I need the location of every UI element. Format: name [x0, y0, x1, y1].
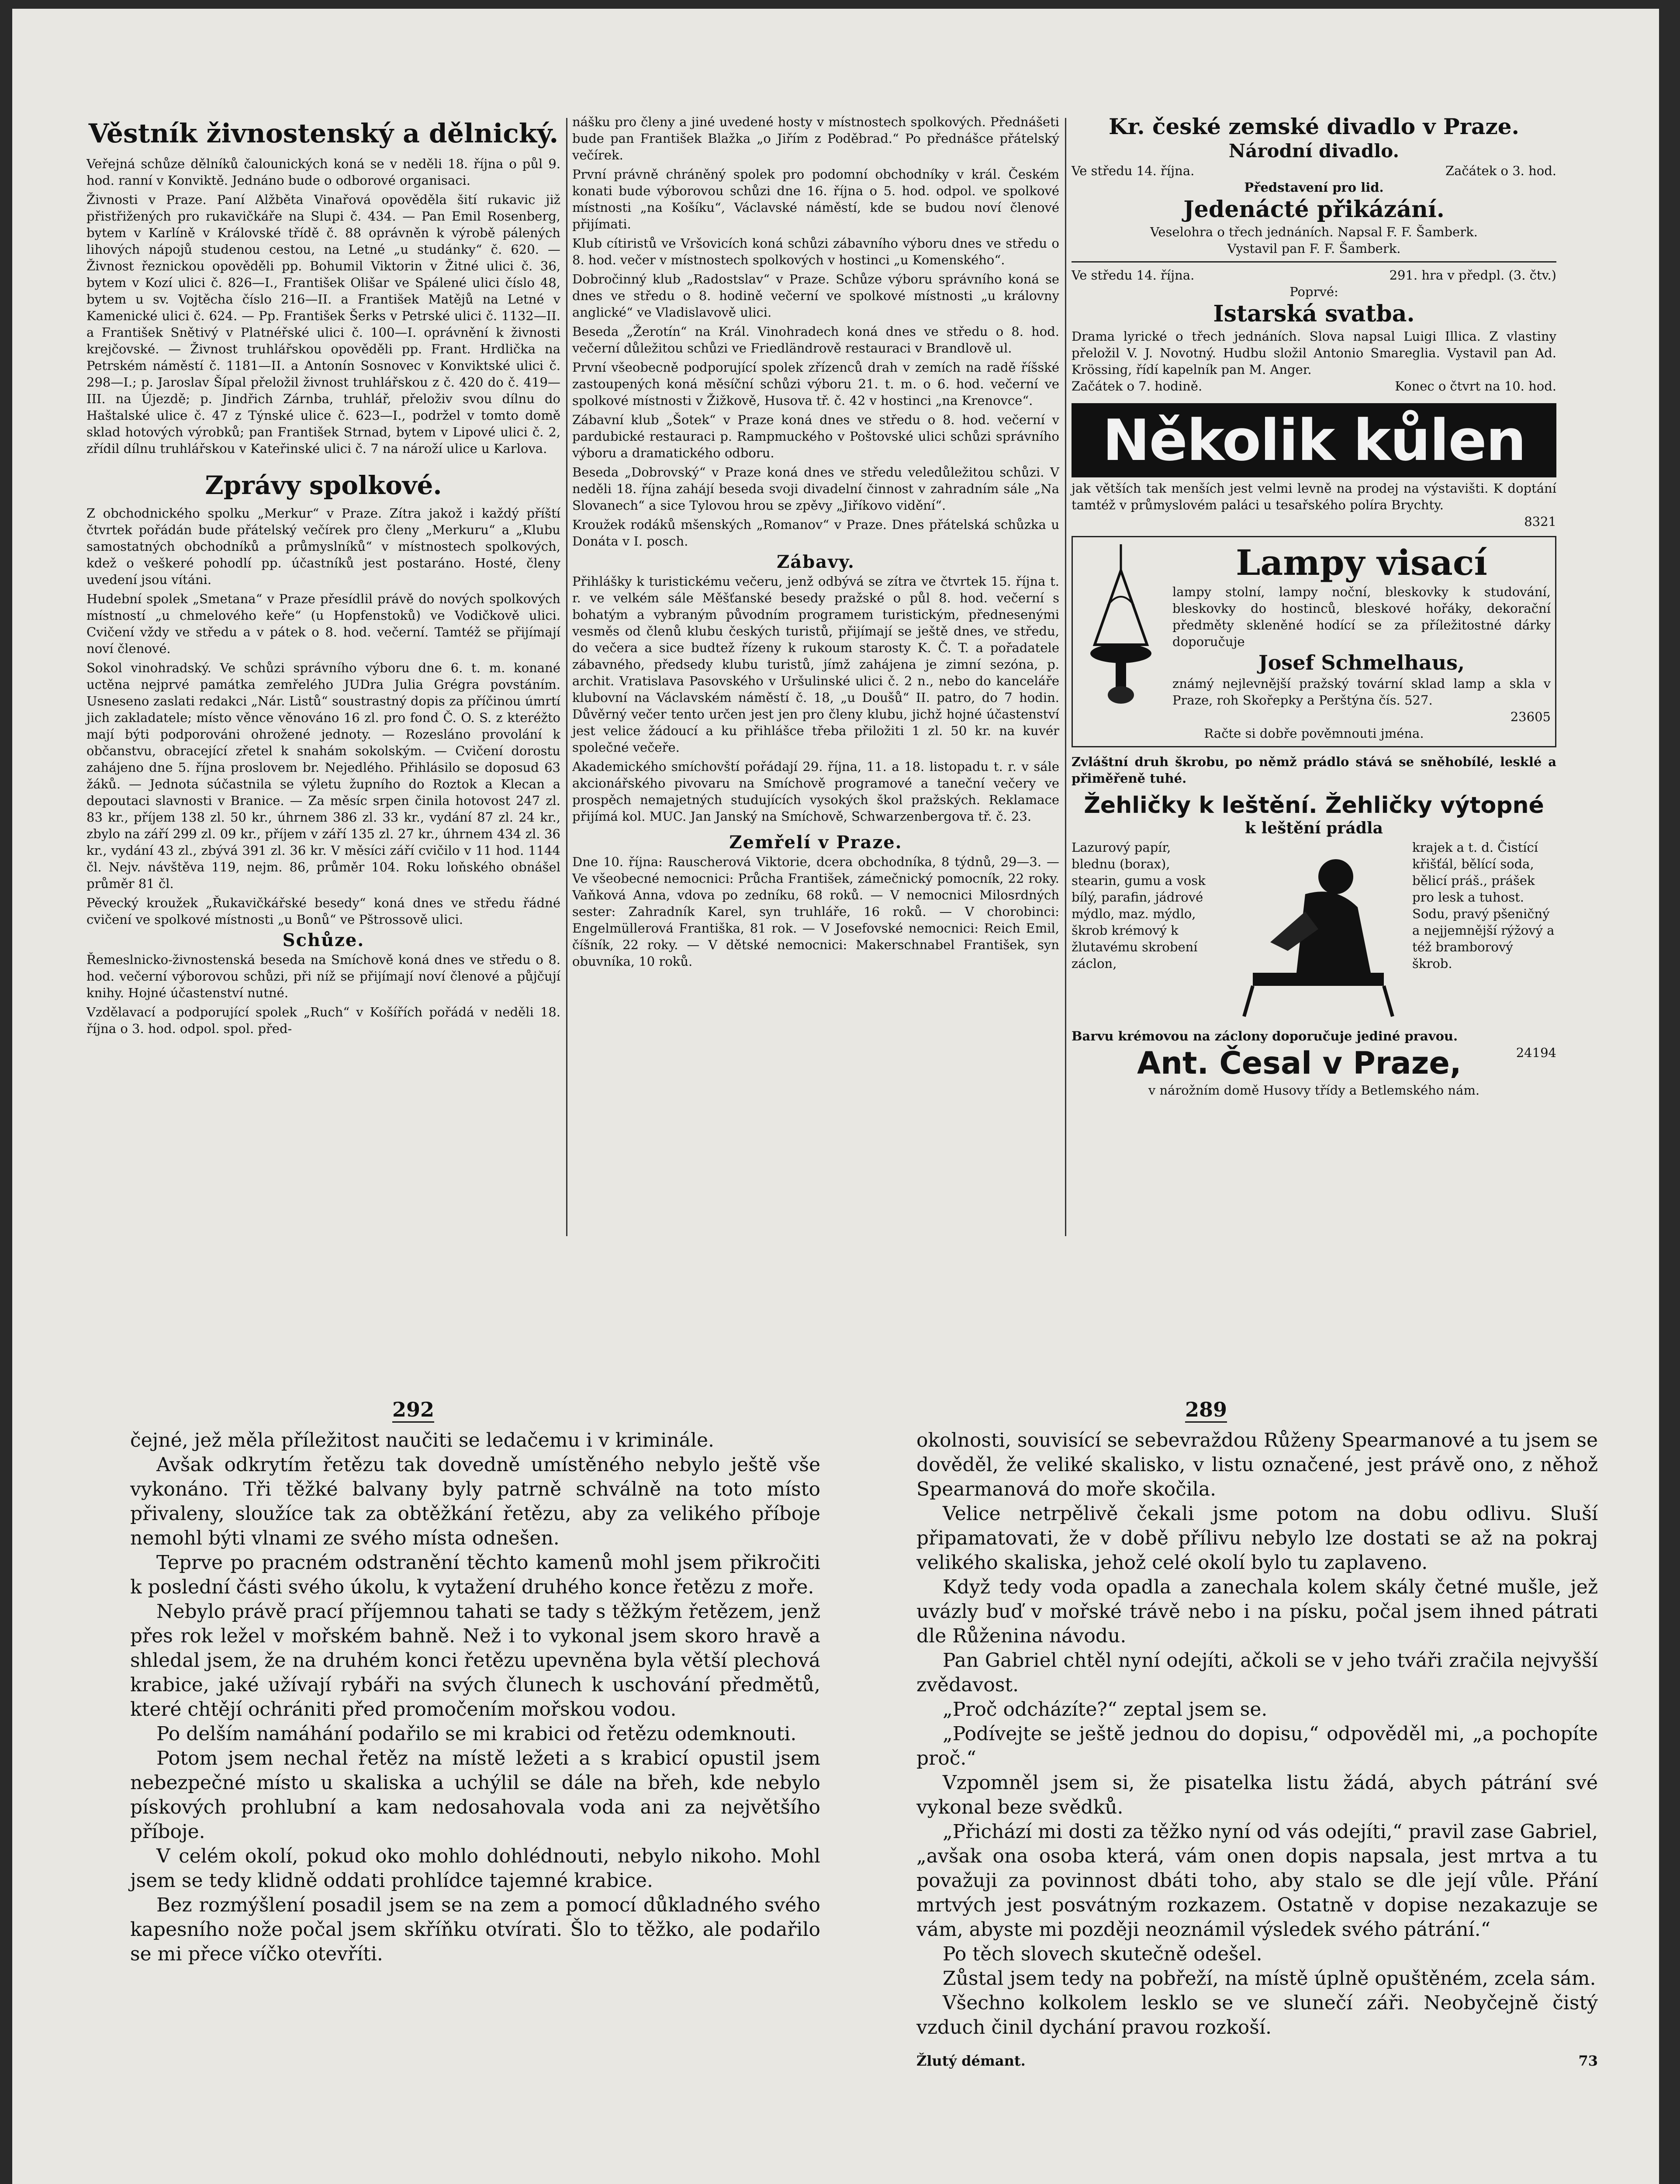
laundry-woman-icon: [1227, 842, 1401, 1025]
story-right-p10: Zůstal jsem tedy na pobřeží, na místě úplně opuštěném, zcela sám.: [943, 1967, 1596, 1990]
notice-ruch: Vzdělavací a podporující spolek „Ruch“ v Košířích pořádá v neděli 18. října o 3. hod. odpol. spol. před-: [86, 1005, 560, 1036]
notice-choir: Pěvecký kroužek „Řukavičkářské besedy“ koná dnes ve středu řádné cvičení ve spolkové místnosti „u Bonů“ ve Pštrossově ulici.: [86, 895, 560, 927]
notice-merkur: Z obchodnického spolku „Merkur“ v Praze. Zítra jakož i každý příští čtvrtek pořádán bude přátelský večírek pro členy „Merkuru“ a „Klubu samostatných obchodníků a průmyslníků“ v místnostech spolkových, kdež o veškeré pohodlí pp. účastníků jest postaráno. Hosté, členy uvedení jsou vítáni.: [86, 506, 560, 587]
page-number-right: 289: [1185, 1398, 1227, 1423]
show2-date-row: [1072, 267, 1556, 283]
page-number-left: 292: [392, 1398, 434, 1423]
show2-end: Konec o čtvrt na 10. hod.: [1395, 379, 1556, 394]
notice-academics: Akademického smíchovští pořádají 29. října, 11. a 18. listopadu t. r. v sále akcionářského pivovaru na Smíchově programové a taneční večery ve prospěch nemajetných studujících vysokých škol pražských. Reklamace přijímá kol. MUC. Jan Janský na Smíchově, Schwarzenbergova tř. č. 23.: [572, 759, 1059, 824]
story-right-p2: Velice netrpělivě čekali jsme potom na dobu odlivu. Sluší připamatovati, že v době přílivu nebylo lze dostati se až na pokraj velikého skaliska, jehož celé okolí bylo tu zaplaveno.: [916, 1503, 1598, 1574]
ad-starch-top: Zvláštní druh škrobu, po němž prádlo stává se sněhobílé, lesklé a přiměřeně tuhé.: [1072, 754, 1556, 786]
heading-deaths: Zemřelí v Praze.: [729, 832, 902, 853]
column-3: [1072, 114, 1556, 1099]
notice-lecture: nášku pro členy a jiné uvedené hosty v místnostech spolkových. Přednášeti bude pan František Blažka „o Jiřím z Poděbrad.“ Po přednášce přátelský večírek.: [572, 114, 1059, 162]
story-right-footer: [916, 2049, 1598, 2073]
hanging-lamp-icon: [1077, 544, 1165, 710]
story-right-p5: „Proč odcházíte?“ zeptal jsem se.: [943, 1698, 1268, 1721]
ad-irons-heading: Žehličky k leštění. Žehličky výtopné: [1084, 792, 1544, 819]
show2-title: Istarská svatba.: [1213, 301, 1415, 327]
story-right-p1: okolnosti, souvisící se sebevraždou Růženy Spearmanové a tu jsem se dověděl, že veliké skalisko, v listu označené, jest právě ono, z něhož Spearmanová do moře skočila.: [916, 1429, 1598, 1500]
ad-lamps: [1072, 536, 1556, 747]
theatre-heading: Kr. české zemské divadlo v Praze.: [1109, 114, 1519, 139]
story-left-p8: Bez rozmýšlení posadil jsem se na zem a pomocí důkladného svého kapesního nože počal jsem skříňku otvírati. Šlo to těžko, ale podařilo se mi přece víčko otevříti.: [130, 1894, 820, 1965]
story-left-p6: Potom jsem nechal řetěz na místě ležeti a s krabicí opustil jsem nebezpečné místo u skaliska a uchýlil se dále na břeh, kde nebylo pískových prohlubní a kam nedosahovala voda ani za největšího příboje.: [130, 1747, 820, 1843]
story-left-p3: Teprve po pracném odstranění těchto kamenů mohl jsem přikročiti k poslední části svého úkolu, k vytažení druhého konce řetězu z moře.: [130, 1552, 820, 1598]
story-right-page: [916, 1428, 1598, 2073]
ad-sheds-banner: Několik kůlen: [1072, 403, 1556, 477]
show1-type: Představení pro lid.: [1244, 180, 1384, 195]
show1-start: Začátek o 3. hod.: [1445, 163, 1556, 178]
heading-club-news: Zprávy spolkové.: [205, 470, 442, 500]
ad-starch-line: Barvu krémovou na záclony doporučuje jediné pravou.: [1072, 1029, 1458, 1044]
notice-sotek: Zábavní klub „Šotek“ v Praze koná dnes ve středu o 8. hod. večerní v pardubické restauraci p. Rampmuckého v Poštovské ulici schůzi správního výboru a dramatického odboru.: [572, 412, 1059, 460]
ad-starch-address: v nárožním domě Husovy třídy a Betlemského nám.: [1148, 1083, 1480, 1098]
notice-trades-prague: Živnosti v Praze. Paní Alžběta Vinařová opověděla šití rukavic již přistřižených pro rukavičkáře na Slupi č. 434. — Pan Emil Rosenberg, bytem v Karlíně v Královské třídě č. 88 oprávněn k výrobě pálených lihových nápojů studenou cestou, na Letné „u studánky“ č. 620. — Živnost řeznickou opověděli pp. Bohumil Viktorin v Žitné ulici č. 36, bytem v Kozí ulici č. 826—I., František Olišar ve Spálené ulici číslo 48, bytem u sv. Vojtěcha číslo 216—II. a František Matějů na Letné v Kamenické ulici č. 624. — Pp. František Šerks v Petrské ulici č. 1132—II. a František Snětivý v Platnéřské ulici č. 100—I. oprávnění k živnosti krejčovské. — Živnost truhlářskou opověděli pp. Frant. Hrdlička na Petrském náměstí č. 1181—II. a Antonín Sosnovec v Konviktské ulici č. 298—I.; p. Jaroslav Šípal přeložil živnost truhlářskou z č. 420 do č. 419—III. na Újezdě; p. Jindřich Zárnba, truhlář, přeloživ svou dílnu do Haštalské ulice č. 47 z Týnské ulice č. 623—I., podržel v tomto domě sklad hotových výrobků; pan František Strnad, bytem v Lipové ulici č. 2, zřídil dílnu truhlářskou v Kateřinské ulici č. 7 na nároží ulice u Karlova.: [86, 192, 560, 456]
ad-sheds-text: jak větších tak menších jest velmi levně na prodej na výstavišti. K doptání tamtéž v průmyslovém paláci u tesařského políra Brychty.: [1072, 481, 1556, 512]
ad-lamps-number: 23605: [1510, 709, 1551, 724]
show1-date: Ve středu 14. října.: [1072, 163, 1195, 178]
ad-starch-name-row: [1072, 1044, 1556, 1082]
show1-date-row: [1072, 162, 1556, 179]
story-right-p9: Po těch slovech skutečně odešel.: [943, 1943, 1262, 1965]
column-divider-1: [566, 118, 567, 1236]
ad-sheds-number: 8321: [1524, 514, 1556, 529]
heading-entertainment: Zábavy.: [777, 552, 855, 572]
notice-railway-workers: První všeobecně podporující spolek zřízenců drah v zemích na radě říšské zastoupených koná měsíční schůzi výboru 21. t. m. o 6. hod. večerní ve spolkové místnosti v Žižkově, Husova tř. č. 42 v hostinci „na Krenovce“.: [572, 360, 1059, 408]
heading-meetings: Schůze.: [282, 930, 365, 950]
story-left-p2: Avšak odkrytím řetězu tak dovedně umístěného nebylo ještě vše vykonáno. Tři těžké balvany byly patrně schválně na toto místo přivaleny, sloužíce tak za obtěžkání řetězu, aby za velikého příboje nemohl býti vlnami ze svého místa odnešen.: [130, 1454, 820, 1549]
notice-dobrovsky: Beseda „Dobrovský“ v Praze koná dnes ve středu veledůležitou schůzi. V neděli 18. října zahájí beseda svoji divadelní činnost v zahradním sále „Na Slovanech“ a sice Tylovou hrou se zpěvy „Jiříkovo vidění“.: [572, 465, 1059, 513]
show2-times-row: [1072, 378, 1556, 394]
notice-romanov: Kroužek rodáků mšenských „Romanov“ v Praze. Dnes přátelská schůzka u Donáta v I. posch.: [572, 517, 1059, 549]
notice-peddlers: První právně chráněný spolek pro podomní obchodníky v král. Českém konati bude výborovou schůzi dne 16. října o 5. hod. odpol. ve spolkové místnosti „na Košíku“, Václavské náměstí, kde se budou noví členové přijímati.: [572, 167, 1059, 232]
ad-lamps-company: Josef Schmelhaus,: [1258, 651, 1465, 674]
theatre-subheading: Národní divadlo.: [1228, 140, 1400, 162]
show2-label: Poprvé:: [1289, 284, 1338, 299]
column-2: [572, 114, 1059, 970]
notice-smichov-beseda: Řemeslnicko-živnostenská beseda na Smíchově koná dnes ve středu o 8. hod. večerní výborovou schůzi, při níž se přijímají noví členové a půjčují knihy. Hojné účastenství nutné.: [86, 952, 560, 1000]
notice-deaths-list: Dne 10. října: Rauscherová Viktorie, dcera obchodníka, 8 týdnů, 29—3. — Ve všeobecné nemocnici: Průcha František, zámečnický pomocník, 22 roky. Vaňková Anna, vdova po zedníku, 68 roků. — V nemocnici Milosrdných sester: Zahradník Karel, syn truhláře, 16 roků. — V chorobinci: Engelmüllerová Františka, 81 rok. — V Josefovské nemocnici: Reich Emil, číšník, 22 roky. — V dětské nemocnici: Makerschnabel František, syn obuvníka, 10 roků.: [572, 854, 1059, 969]
show2-info: 291. hra v předpl. (3. čtv.): [1389, 268, 1556, 283]
story-right-p4: Pan Gabriel chtěl nyní odejíti, ačkoli se v jeho tváři zračila nejvyšší zvědavost.: [916, 1649, 1598, 1696]
show2-date: Ve středu 14. října.: [1072, 268, 1195, 283]
notice-radostslav: Dobročinný klub „Radostslav“ v Praze. Schůze výboru správního koná se dnes ve středu o 8. hodině večerní ve spolkové místnosti „u královny anglické“ ve Vladislavově ulici.: [572, 272, 1059, 320]
ad-starch-body: [1072, 839, 1556, 1028]
show2-desc: Drama lyrické o třech jednáních. Slova napsal Luigi Illica. Z vlastiny přeložil V. J. Novotný. Hudbu složil Antonio Smareglia. Vystavil pan Ad. Krössing, řídí kapelník pan M. Anger.: [1072, 329, 1556, 377]
story-right-p8: „Přichází mi dosti za těžko nyní od vás odejíti,“ pravil zase Gabriel, „avšak ona osoba která, vám onen dopis napsala, jest mrtva a tu považuji za povinnost dbáti toho, aby stalo se dle její vůle. Přání mrtvých jest posvátným rozkazem. Ostatně v dopise nezakazuje se vám, abyste mi později neoznámil výsledek svého pátrání.“: [916, 1821, 1598, 1941]
column-divider-2: [1065, 118, 1066, 1236]
show2-start: Začátek o 7. hodině.: [1072, 379, 1203, 394]
story-footer-number: 73: [1578, 2053, 1598, 2069]
show1-desc1: Veselohra o třech jednáních. Napsal F. F. Šamberk.: [1150, 225, 1478, 239]
ad-lamps-heading: Lampy visací: [1236, 542, 1487, 583]
ad-irons-subheading: k leštění prádla: [1245, 819, 1383, 837]
notice-upholsterers: Veřejná schůze dělníků čalounických koná se v neděli 18. října o půl 9. hod. ranní v Konviktě. Jednáno bude o odborové organisaci.: [86, 156, 560, 188]
show1-title: Jedenácté přikázání.: [1183, 196, 1445, 223]
theatre-divider: [1072, 261, 1556, 263]
column-1: [86, 109, 560, 1037]
notice-smetana: Hudební spolek „Smetana“ v Praze přesídlil právě do nových spolkových místností „u chmelového keře“ (u Hopfenstoků) ve Vodičkově ulici. Cvičení vždy ve středu a v pátek o 8. hod. večerní. Tamtéž se přijímají noví členové.: [86, 591, 560, 656]
story-footer-title: Žlutý démant.: [916, 2053, 1026, 2069]
notice-sokol: Sokol vinohradský. Ve schůzi správního výboru dne 6. t. m. konané uctěna nejprvé památka zemřelého JUDra Julia Grégra povstáním. Usneseno zaslati redakci „Nár. Listů“ soustrastný dopis za příčinou úmrtí jich zakladatele; místo věnce věnováno 16 zl. pro fond Č. O. S. z kteréžto mají býti podporováni ohrožené jednoty. — Rozesláno provolání k občanstvu, obracející zřetel k snahám sokolským. — Cvičení dorostu zahájeno dne 5. října proslovem br. Nejedlého. Přihlásilo se doposud 63 žáků. — Jednota súčastnila se výletu župního do Roztok a Klecan a depoutaci slavnosti v Branice. — Za měsíc srpen činila hotovost 247 zl. 83 kr., příjem 138 zl. 50 kr., úhrnem 386 zl. 33 kr., vydání 87 zl. 24 kr., zbylo na září 299 zl. 09 kr., příjem v září 135 zl. 27 kr., úhrnem 434 zl. 36 kr., vydání 43 zl., zbývá 391 zl. 36 kr. V měsíci září cvičilo v 11 hod. 1144 čl. Nejv. návštěva 119, nejm. 86, průměr 104. Roku loňského obnášel průměr 81 čl.: [86, 660, 560, 891]
ad-lamps-address: známý nejlevnější pražský tovární sklad lamp a skla v Praze, roh Skořepky a Perštýna čís. 527.: [1172, 676, 1551, 708]
story-left-p7: V celém okolí, pokud oko mohlo dohlédnouti, nebylo nikoho. Mohl jsem se tedy klidně oddati prohlídce tajemné krabice.: [130, 1845, 820, 1892]
newspaper-page: [12, 9, 1659, 2184]
ad-starch-right: krajek a t. d. Čistící křišťál, bělící soda, bělicí práš., prášek pro lesk a tuhost. Sodu, pravý pšeničný a nejjemnější rýžový a též bramborový škrob.: [1412, 840, 1555, 971]
ad-starch-left: Lazurový papír, blednu (borax), stearin, gumu a vosk bílý, parafin, jádrové mýdlo, maz. mýdlo, škrob krémový k žlutavému skrobení záclon,: [1072, 840, 1206, 971]
story-left-p1: čejné, jež měla příležitost naučiti se ledačemu i v kriminále.: [130, 1429, 714, 1451]
ad-lamps-note: Račte si dobře pověmnouti jména.: [1204, 726, 1424, 741]
show1-desc2: Vystavil pan F. F. Šamberk.: [1227, 241, 1401, 256]
notice-zerotin: Beseda „Žerotín“ na Král. Vinohradech koná dnes ve středu o 8. hod. večerní důležitou schůzi ve Friedländrově restauraci v Brandlově ul.: [572, 324, 1059, 356]
story-left-page: [130, 1428, 820, 1966]
notice-tourist-evening: Přihlášky k turistickému večeru, jenž odbývá se zítra ve čtvrtek 15. října t. r. ve velkém sále Měšťanské besedy pražské o půl 8. hod. večerní s bohatým a vybraným původním programem turistickým, přednesenými vesměs od členů klubu českých turistů, přijímají se ještě dnes, ve středu, do večera a sice budtež řízeny k rukoum starosty K. Č. T. a pořadatele zábavného, předsedy klubu turistů, jímž zahájena je zimní sezóna, p. archit. Vratislava Pasovského v Uršulinské ulici č. 2 n., nebo do kanceláře klubovní na Václavském náměstí č. 18, „u Doušů“ II. patro, do 7 hodin. Důvěrný večer tento určen jest jen pro členy klubu, jichž hojné účastenství jest velice žádoucí a ku přihlášce třeba přiložiti 1 zl. 50 kr. na kuvér společné večeře.: [572, 574, 1059, 755]
ad-starch-company: Ant. Česal v Praze,: [1137, 1045, 1462, 1081]
ad-starch-number: 24194: [1516, 1045, 1556, 1060]
story-right-p3: Když tedy voda opadla a zanechala kolem skály četné mušle, jež uvázly buď v mořské trávě nebo i na písku, počal jsem ihned pátrati dle Růženina návodu.: [916, 1576, 1598, 1647]
story-right-p6: „Podívejte se ještě jednou do dopisu,“ odpověděl mi, „a pochopíte proč.“: [916, 1723, 1598, 1769]
story-left-p4: Nebylo právě prací příjemnou tahati se tady s těžkým řetězem, jenž přes rok ležel v mořském bahně. Než i to vykonal jsem skoro hravě a shledal jsem, že na druhém konci řetězu upevněna byla větší plechová krabice, jaké užívají rybáři na svých člunech k uschování předmětů, které chtějí ochrániti před promočením mořskou vodou.: [130, 1600, 820, 1721]
story-left-p5: Po delším namáhání podařilo se mi krabici od řetězu odemknouti.: [156, 1723, 797, 1745]
story-right-p7: Vzpomněl jsem si, že pisatelka listu žádá, abych pátrání své vykonal beze svědků.: [916, 1772, 1598, 1818]
notice-zither-club: Klub cítiristů ve Vršovicích koná schůzi zábavního výboru dnes ve středu o 8. hod. večer v místnostech spolkových v hostinci „u Komenského“.: [572, 236, 1059, 267]
ad-lamps-text: lampy stolní, lampy noční, bleskovky k studování, bleskovky do hostinců, bleskové hořáky, dekorační předměty skleněné hodící se za příležitostné dárky doporučuje: [1172, 584, 1551, 649]
heading-trade-bulletin: Věstník živnostenský a dělnický.: [88, 118, 559, 149]
story-right-p11: Všechno kolkolem lesklo se ve slunečí záři. Neobyčejně čistý vzduch činil dychání pravou rozkoší.: [916, 1992, 1598, 2039]
